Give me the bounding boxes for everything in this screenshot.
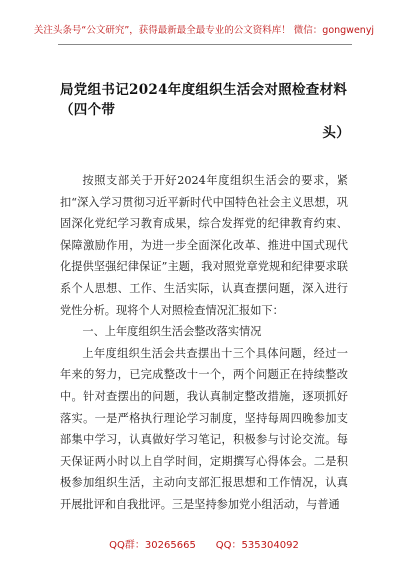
document-body (60, 170, 348, 516)
body-paragraph-intro: 按照支部关于开好2024年度组织生活会的要求，紧扣“深入学习贯彻习近平新时代中国特色社会主义思想，巩固深化党纪学习教育成果，综合发挥党的纪律教育约束、保障激励作用，为进一步全面深化改革、推进中国式现代化提供坚强纪律保证”主题，我对照党章党规和纪律要求联系个人思想、工作、生活实际，认真查摆问题，深入进行党性分析。现将个人对照检查情况汇报如下： (60, 174, 348, 317)
header-note: 关注头条号“公文研究”，获得最新最全最专业的公文资料库！ 微信：gongwenyj (33, 25, 375, 36)
document-title-line-2: 头） (322, 125, 350, 141)
document-title-line-1: 局党组书记2024年度组织生活会对照检查材料（四个带 (60, 82, 348, 118)
body-paragraph-rectification: 上年度组织生活会共查摆出十三个具体问题，经过一年来的努力，已完成整改十一个，两个问题正在持续整改中。针对查摆出的问题，我认真制定整改措施，逐项抓好落实。一是严格执行理论学习制度，坚持每周四晚参加支部集中学习，认真做好学习笔记，积极参与讨论交流。每天保证两小时以上自学时间，定期撰写心得体会。二是积极参加组织生活，主动向支部汇报思想和工作情况，认真开展批评和自我批评。三是坚持参加党小组活动，与普通 (60, 346, 348, 511)
header-divider (58, 44, 352, 45)
footer-contact: QQ群：30265665 QQ：535304092 (109, 540, 299, 551)
section-heading-1: 一、上年度组织生活会整改落实情况 (82, 325, 262, 339)
